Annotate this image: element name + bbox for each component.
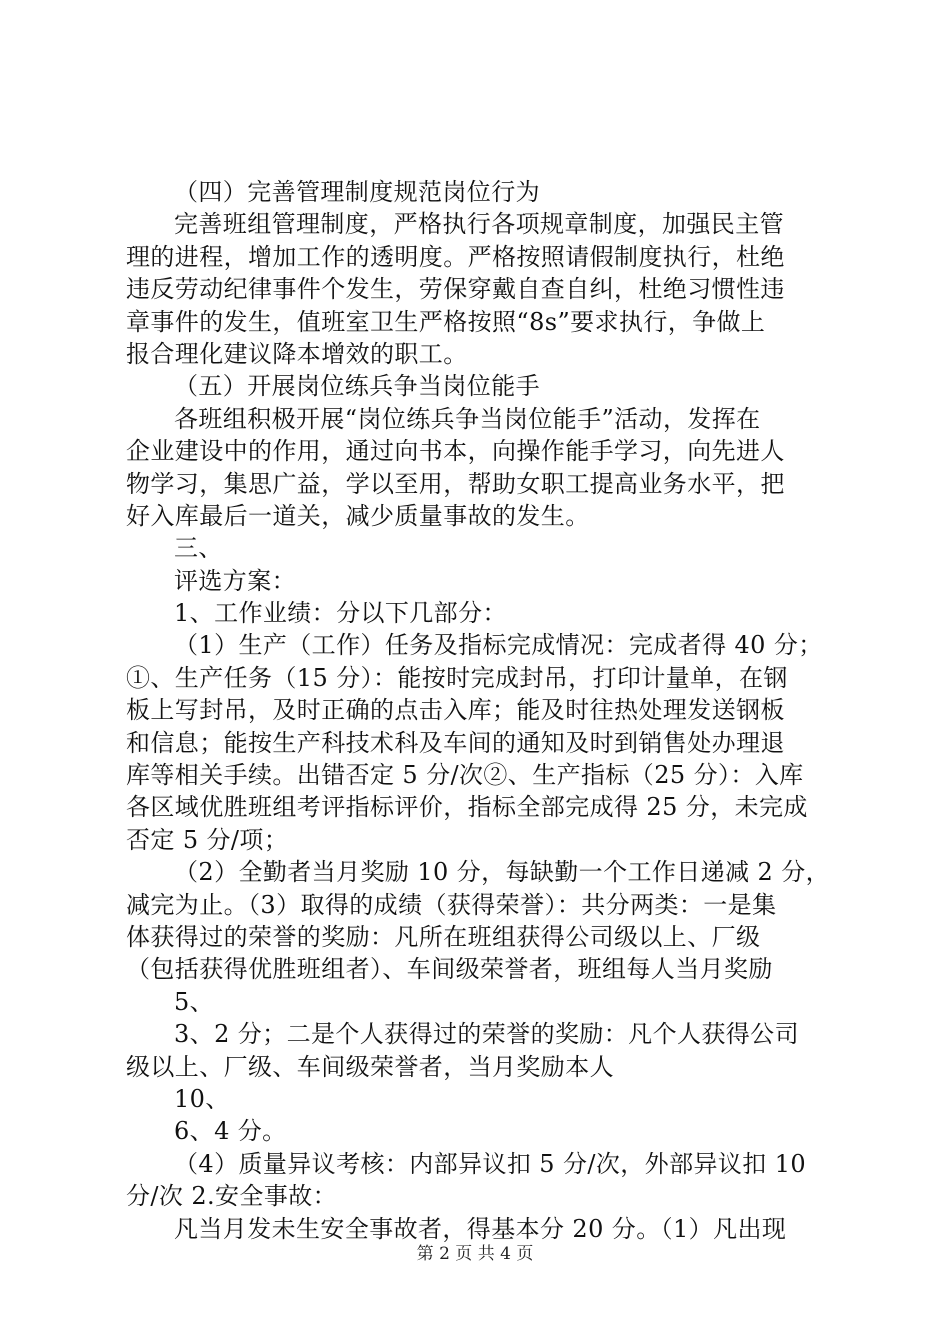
document-body: [126, 176, 846, 1245]
text-line: 库等相关手续。出错否定 5 分/次②、生产指标（25 分）：入库: [126, 761, 804, 790]
text-line: 10、: [174, 1084, 230, 1113]
text-line: 好入库最后一道关，减少质量事故的发生。: [126, 501, 590, 530]
text-line: （1）生产（工作）任务及指标完成情况：完成者得 40 分；: [174, 631, 823, 660]
text-line: （包括获得优胜班组者）、车间级荣誉者，班组每人当月奖励: [126, 955, 773, 984]
text-line: 体获得过的荣誉的奖励：凡所在班组获得公司级以上、厂级: [126, 922, 761, 951]
text-line: 企业建设中的作用，通过向书本，向操作能手学习，向先进人: [126, 437, 785, 466]
text-line: 否定 5 分/项；: [126, 825, 289, 854]
page-footer: 第 2 页 共 4 页: [416, 1244, 534, 1264]
text-line: 物学习，集思广益，学以至用，帮助女职工提高业务水平，把: [126, 469, 785, 498]
text-line: 违反劳动纪律事件个发生，劳保穿戴自查自纠，杜绝习惯性违: [126, 275, 785, 304]
text-line: ①、生产任务（15 分）：能按时完成封吊，打印计量单，在钢: [126, 663, 788, 692]
text-line: 和信息；能按生产科技术科及车间的通知及时到销售处办理退: [126, 728, 785, 757]
text-line: 1、工作业绩：分以下几部分：: [174, 599, 507, 628]
text-line: 3、2 分；二是个人获得过的荣誉的奖励：凡个人获得公司: [174, 1020, 799, 1049]
text-line: 各班组积极开展“岗位练兵争当岗位能手”活动，发挥在: [174, 404, 761, 433]
text-line: 分/次 2.安全事故：: [126, 1182, 338, 1211]
text-line: 报合理化建议降本增效的职工。: [126, 339, 468, 368]
text-line: 理的进程，增加工作的透明度。严格按照请假制度执行，杜绝: [126, 242, 785, 271]
text-line: 评选方案：: [174, 566, 296, 595]
text-line: 6、4 分。: [174, 1117, 287, 1146]
text-line: 章事件的发生，值班室卫生严格按照“8s”要求执行，争做上: [126, 307, 766, 336]
text-line: 各区域优胜班组考评指标评价，指标全部完成得 25 分，未完成: [126, 793, 808, 822]
text-line: 5、: [174, 987, 215, 1016]
text-line: （五）开展岗位练兵争当岗位能手: [174, 372, 540, 401]
text-line: 板上写封吊，及时正确的点击入库；能及时往热处理发送钢板: [126, 696, 785, 725]
text-line: 凡当月发未生安全事故者，得基本分 20 分。（1）凡出现: [174, 1214, 787, 1243]
text-line: 级以上、厂级、车间级荣誉者，当月奖励本人: [126, 1052, 614, 1081]
text-line: （四）完善管理制度规范岗位行为: [174, 178, 540, 206]
text-line: （4）质量异议考核：内部异议扣 5 分/次，外部异议扣 10: [174, 1149, 807, 1178]
text-line: 减完为止。（3）取得的成绩（获得荣誉）：共分两类：一是集: [126, 890, 777, 919]
text-line: 三、: [174, 534, 223, 563]
text-line: 完善班组管理制度，严格执行各项规章制度，加强民主管: [174, 210, 784, 239]
text-line: （2）全勤者当月奖励 10 分，每缺勤一个工作日递减 2 分，: [174, 858, 830, 887]
